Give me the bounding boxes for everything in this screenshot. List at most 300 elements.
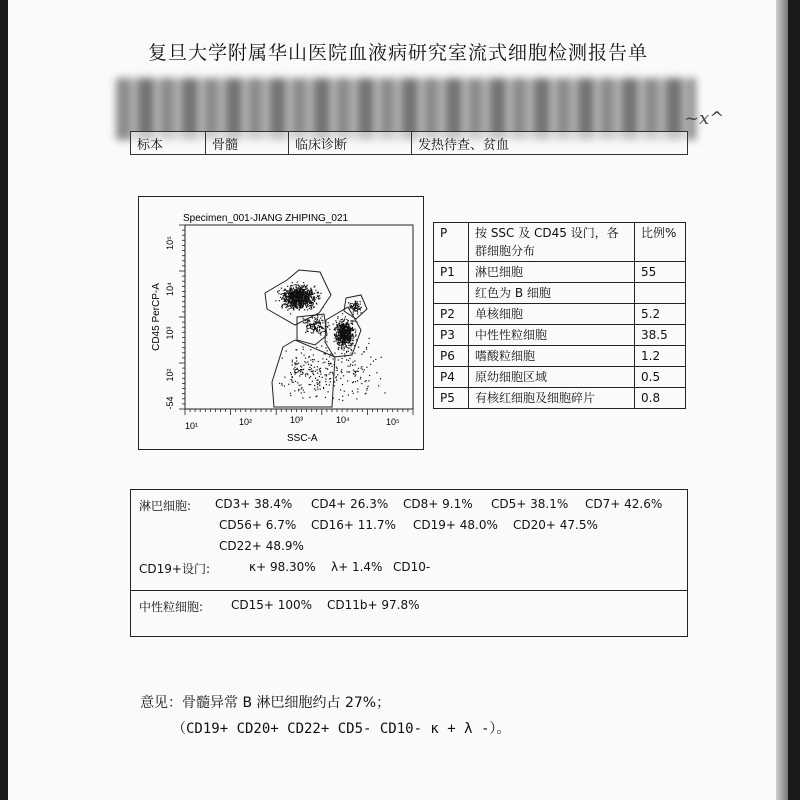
event-dot — [368, 343, 369, 344]
event-dot — [352, 338, 353, 339]
event-dot — [355, 336, 356, 337]
event-dot — [281, 385, 282, 386]
event-dot — [305, 300, 306, 301]
event-dot — [285, 297, 286, 298]
event-dot — [309, 299, 310, 300]
event-dot — [354, 353, 355, 354]
event-dot — [324, 331, 325, 332]
event-dot — [337, 337, 338, 338]
event-dot — [311, 365, 312, 366]
event-dot — [381, 357, 382, 358]
event-dot — [330, 353, 331, 354]
event-dot — [350, 334, 351, 335]
event-dot — [321, 327, 322, 328]
x-tick-1: 10¹ — [185, 421, 199, 431]
event-dot — [303, 294, 304, 295]
event-dot — [330, 372, 331, 373]
event-dot — [318, 361, 319, 362]
event-dot — [343, 346, 344, 347]
event-dot — [345, 346, 346, 347]
event-dot — [277, 292, 278, 293]
diagnosis-value: 发热待查、贫血 — [418, 138, 510, 153]
event-dot — [337, 374, 338, 375]
event-dot — [347, 371, 348, 372]
event-dot — [369, 375, 370, 376]
event-dot — [306, 306, 307, 307]
event-dot — [284, 377, 285, 378]
marker-lambda: λ+ 1.4% — [331, 560, 383, 574]
event-dot — [325, 381, 326, 382]
event-dot — [305, 375, 306, 376]
event-dot — [287, 303, 288, 304]
event-dot — [287, 296, 288, 297]
event-dot — [334, 337, 335, 338]
event-dot — [319, 370, 320, 371]
event-dot — [360, 377, 361, 378]
marker-cd8: CD8+ 9.1% — [403, 497, 473, 511]
event-dot — [368, 386, 369, 387]
x-tick-5: 10⁵ — [386, 417, 400, 427]
y-tick-3: 10³ — [165, 326, 175, 340]
event-dot — [357, 380, 358, 381]
event-dot — [333, 358, 334, 359]
event-dot — [310, 376, 311, 377]
event-dot — [340, 337, 341, 338]
marker-cd3: CD3+ 38.4% — [215, 497, 293, 511]
population-cell: 红色为 B 细胞 — [469, 283, 635, 304]
event-dot — [283, 290, 284, 291]
event-dot — [329, 356, 330, 357]
table-row — [434, 388, 686, 409]
event-dot — [314, 367, 315, 368]
event-dot — [303, 289, 304, 290]
event-dot — [345, 343, 346, 344]
event-dot — [350, 320, 351, 321]
event-dot — [348, 345, 349, 346]
event-dot — [366, 380, 367, 381]
event-dot — [311, 292, 312, 293]
gate-cell: P6 — [434, 346, 469, 367]
event-dot — [330, 381, 331, 382]
event-dot — [279, 300, 280, 301]
event-dot — [348, 371, 349, 372]
event-dot — [348, 329, 349, 330]
event-dot — [321, 332, 322, 333]
event-dot — [308, 290, 309, 291]
event-dot — [353, 373, 354, 374]
y-axis-label: CD45 PerCP-A — [151, 283, 162, 351]
event-dot — [286, 291, 287, 292]
event-dot — [345, 332, 346, 333]
event-dot — [291, 285, 292, 286]
event-dot — [303, 390, 304, 391]
event-dot — [339, 345, 340, 346]
population-cell: 原幼细胞区域 — [469, 367, 635, 388]
event-dot — [341, 348, 342, 349]
event-dot — [355, 374, 356, 375]
event-dot — [340, 378, 341, 379]
event-dot — [342, 336, 343, 337]
event-dot — [295, 381, 296, 382]
event-dot — [306, 288, 307, 289]
event-dot — [320, 389, 321, 390]
event-dot — [313, 374, 314, 375]
event-dot — [337, 342, 338, 343]
event-dot — [302, 346, 303, 347]
event-dot — [293, 308, 294, 309]
header-cell: 按 SSC 及 CD45 设门，各群细胞分布 — [469, 223, 635, 262]
event-dot — [329, 384, 330, 385]
event-dot — [335, 377, 336, 378]
event-dot — [326, 374, 327, 375]
event-dot — [302, 285, 303, 286]
percent-cell: 5.2 — [635, 304, 686, 325]
event-dot — [357, 391, 358, 392]
event-dot — [338, 334, 339, 335]
signature-mark: ~x^ — [684, 108, 725, 129]
event-dot — [306, 296, 307, 297]
event-dot — [337, 340, 338, 341]
event-dot — [307, 294, 308, 295]
event-dot — [366, 389, 367, 390]
event-dot — [307, 301, 308, 302]
event-dot — [348, 325, 349, 326]
event-dot — [346, 323, 347, 324]
event-dot — [350, 341, 351, 342]
event-dot — [337, 316, 338, 317]
event-dot — [318, 332, 319, 333]
event-dot — [362, 369, 363, 370]
y-tick-4: 10² — [165, 368, 175, 382]
event-dot — [289, 300, 290, 301]
event-dot — [299, 385, 300, 386]
event-dot — [336, 380, 337, 381]
event-dot — [306, 362, 307, 363]
event-dot — [354, 329, 355, 330]
event-dot — [303, 304, 304, 305]
opinion-line-2: （CD19+ CD20+ CD22+ CD5- CD10- κ + λ -）。 — [172, 721, 511, 737]
event-dot — [315, 319, 316, 320]
y-tick-2: 10⁴ — [165, 282, 175, 296]
event-dot — [352, 391, 353, 392]
event-dot — [286, 299, 287, 300]
event-dot — [305, 294, 306, 295]
event-dot — [304, 303, 305, 304]
event-dot — [302, 397, 303, 398]
event-dot — [360, 301, 361, 302]
event-dot — [306, 373, 307, 374]
event-dot — [328, 322, 329, 323]
marker-cd19: CD19+ 48.0% — [413, 518, 498, 532]
event-dot — [324, 374, 325, 375]
event-dot — [297, 308, 298, 309]
event-dot — [337, 335, 338, 336]
event-dot — [312, 381, 313, 382]
event-dot — [337, 344, 338, 345]
event-dot — [352, 321, 353, 322]
event-dot — [317, 373, 318, 374]
event-dot — [316, 369, 317, 370]
event-dot — [314, 287, 315, 288]
event-dot — [312, 300, 313, 301]
event-dot — [327, 327, 328, 328]
event-dot — [364, 369, 365, 370]
scatter-plot-svg — [139, 197, 423, 449]
event-dot — [303, 319, 304, 320]
event-dot — [336, 338, 337, 339]
event-dot — [290, 393, 291, 394]
event-dot — [298, 363, 299, 364]
event-dot — [297, 301, 298, 302]
event-dot — [312, 373, 313, 374]
marker-cd7: CD7+ 42.6% — [585, 497, 663, 511]
event-dot — [348, 348, 349, 349]
event-dot — [307, 361, 308, 362]
event-dot — [282, 293, 283, 294]
event-dot — [285, 293, 286, 294]
event-dot — [346, 336, 347, 337]
event-dot — [292, 360, 293, 361]
event-dot — [300, 288, 301, 289]
event-dot — [302, 298, 303, 299]
event-dot — [336, 367, 337, 368]
event-dot — [340, 334, 341, 335]
event-dot — [344, 348, 345, 349]
event-dot — [304, 392, 305, 393]
event-dot — [305, 305, 306, 306]
event-dot — [339, 321, 340, 322]
event-dot — [336, 333, 337, 334]
flow-cytometry-plot — [138, 196, 424, 450]
event-dot — [293, 382, 294, 383]
marker-cd4: CD4+ 26.3% — [311, 497, 389, 511]
event-dot — [300, 366, 301, 367]
event-dot — [351, 349, 352, 350]
event-dot — [328, 363, 329, 364]
event-dot — [320, 318, 321, 319]
event-dot — [342, 313, 343, 314]
event-dot — [310, 369, 311, 370]
event-dot — [335, 341, 336, 342]
marker-cd16: CD16+ 11.7% — [311, 518, 396, 532]
marker-cd22: CD22+ 48.9% — [219, 539, 304, 553]
event-dot — [284, 303, 285, 304]
event-dot — [309, 356, 310, 357]
marker-cd15: CD15+ 100% — [231, 598, 313, 612]
x-tick-4: 10⁴ — [336, 415, 350, 425]
event-dot — [301, 388, 302, 389]
event-dot — [322, 331, 323, 332]
event-dot — [329, 378, 330, 379]
event-dot — [298, 389, 299, 390]
event-dot — [289, 302, 290, 303]
event-dot — [282, 297, 283, 298]
event-dot — [341, 358, 342, 359]
event-dot — [300, 384, 301, 385]
event-dot — [303, 349, 304, 350]
event-dot — [321, 320, 322, 321]
event-dot — [344, 319, 345, 320]
percent-cell: 1.2 — [635, 346, 686, 367]
header-cell: P — [434, 223, 469, 262]
marker-cd20: CD20+ 47.5% — [513, 518, 598, 532]
event-dot — [318, 383, 319, 384]
marker-cd10: CD10- — [393, 560, 431, 574]
event-dot — [306, 322, 307, 323]
percent-cell: 0.8 — [635, 388, 686, 409]
event-dot — [341, 372, 342, 373]
y-tick-marks — [179, 225, 185, 409]
specimen-label: Specimen_001-JIANG ZHIPING_021 — [183, 213, 349, 224]
population-cell: 嗜酸粒细胞 — [469, 346, 635, 367]
event-dot — [352, 343, 353, 344]
event-dot — [309, 291, 310, 292]
specimen-info-row — [130, 131, 688, 155]
event-dot — [314, 317, 315, 318]
event-dot — [309, 295, 310, 296]
event-dot — [313, 294, 314, 295]
event-dot — [319, 298, 320, 299]
event-dot — [355, 371, 356, 372]
event-dot — [313, 307, 314, 308]
event-dot — [348, 360, 349, 361]
event-dot — [315, 299, 316, 300]
event-dot — [280, 294, 281, 295]
event-dot — [316, 297, 317, 298]
event-dot — [301, 387, 302, 388]
event-dot — [358, 347, 359, 348]
event-dot — [315, 321, 316, 322]
event-dot — [355, 332, 356, 333]
event-dot — [354, 360, 355, 361]
event-dot — [292, 376, 293, 377]
event-dot — [319, 326, 320, 327]
event-dot — [287, 286, 288, 287]
event-dot — [320, 293, 321, 294]
event-dot — [348, 332, 349, 333]
event-dot — [301, 297, 302, 298]
event-dot — [334, 334, 335, 335]
event-dot — [358, 368, 359, 369]
event-dot — [296, 288, 297, 289]
event-dot — [283, 295, 284, 296]
event-dot — [279, 383, 280, 384]
event-dot — [341, 353, 342, 354]
event-dot — [325, 368, 326, 369]
event-dot — [283, 298, 284, 299]
event-dot — [333, 341, 334, 342]
event-dot — [334, 329, 335, 330]
event-dot — [355, 376, 356, 377]
event-dot — [290, 372, 291, 373]
event-dot — [341, 333, 342, 334]
event-dot — [311, 368, 312, 369]
event-dot — [301, 292, 302, 293]
event-dot — [352, 329, 353, 330]
event-dot — [288, 301, 289, 302]
gate-label-p4: P4 — [306, 324, 316, 333]
event-dot — [370, 357, 371, 358]
event-dot — [281, 288, 282, 289]
gate-label-p6: P6 — [349, 302, 359, 311]
percent-cell: 0.5 — [635, 367, 686, 388]
event-dot — [350, 338, 351, 339]
event-dot — [348, 338, 349, 339]
event-dot — [317, 292, 318, 293]
percent-cell — [635, 283, 686, 304]
event-dot — [282, 358, 283, 359]
event-dot — [295, 301, 296, 302]
event-dot — [322, 377, 323, 378]
gate-cell: P3 — [434, 325, 469, 346]
population-table — [433, 222, 686, 409]
event-dot — [317, 389, 318, 390]
event-dot — [282, 305, 283, 306]
event-dot — [308, 364, 309, 365]
event-dot — [297, 363, 298, 364]
event-dot — [298, 390, 299, 391]
event-dot — [380, 378, 381, 379]
percent-cell: 38.5 — [635, 325, 686, 346]
event-dot — [303, 286, 304, 287]
event-dot — [343, 341, 344, 342]
event-dot — [317, 329, 318, 330]
event-dot — [361, 383, 362, 384]
event-dot — [341, 369, 342, 370]
gate-label-p5: P5 — [294, 368, 304, 377]
event-dot — [346, 338, 347, 339]
event-dot — [291, 307, 292, 308]
event-dot — [348, 351, 349, 352]
event-dot — [323, 328, 324, 329]
event-dot — [299, 303, 300, 304]
event-dot — [296, 284, 297, 285]
event-dot — [322, 358, 323, 359]
event-dot — [294, 305, 295, 306]
event-dot — [309, 384, 310, 385]
event-dot — [335, 320, 336, 321]
event-dot — [334, 385, 335, 386]
event-dot — [320, 371, 321, 372]
gate-cell: P5 — [434, 388, 469, 409]
event-dot — [317, 386, 318, 387]
event-dot — [299, 309, 300, 310]
divider — [131, 590, 687, 591]
table-row — [434, 367, 686, 388]
event-dot — [314, 321, 315, 322]
event-dot — [289, 308, 290, 309]
event-dot — [319, 381, 320, 382]
event-dot — [348, 394, 349, 395]
report-page — [8, 0, 788, 800]
event-dot — [346, 352, 347, 353]
event-dot — [324, 362, 325, 363]
event-dot — [347, 327, 348, 328]
event-dot — [320, 368, 321, 369]
event-dot — [348, 320, 349, 321]
event-dot — [340, 389, 341, 390]
event-dot — [349, 358, 350, 359]
x-axis-label: SSC-A — [287, 433, 318, 444]
population-cell: 中性性粒细胞 — [469, 325, 635, 346]
specimen-label: 标本 — [131, 132, 206, 154]
event-dot — [360, 304, 361, 305]
event-dot — [350, 328, 351, 329]
event-dot — [330, 378, 331, 379]
table-row — [434, 346, 686, 367]
event-dot — [352, 334, 353, 335]
event-dot — [321, 345, 322, 346]
